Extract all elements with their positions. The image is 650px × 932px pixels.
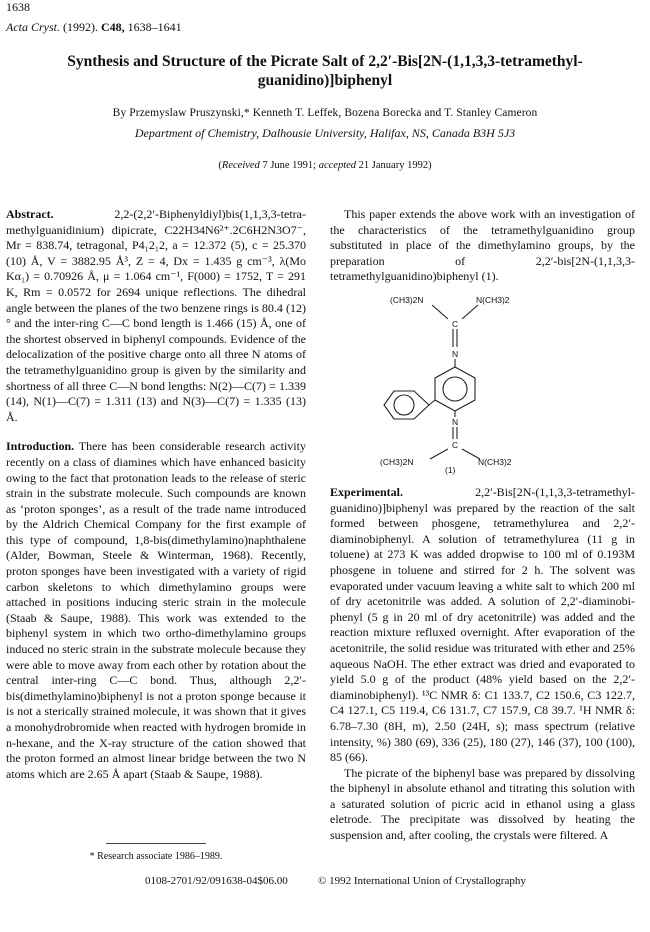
atom-c-top: C [452, 319, 459, 329]
author-list: By Przemyslaw Pruszynski,* Kenneth T. Leffek, Bozena Borecka and T. Stanley Cameron [112, 107, 538, 119]
experimental-heading: Experimental. [330, 485, 403, 499]
bond-bottom-left [430, 449, 448, 459]
footnote [6, 851, 306, 862]
atom-n-bottom: N [452, 417, 459, 427]
journal-name: Acta Cryst. [6, 20, 60, 34]
abstract-paragraph [6, 207, 306, 425]
group-bottom-right: N(CH3)2 [478, 457, 512, 467]
received-label: Received [221, 160, 260, 171]
group-top-left: (CH3)2N [390, 295, 424, 305]
introduction-heading: Introduction. [6, 439, 75, 454]
bond-top-left [432, 305, 448, 319]
right-intro-text: This paper extends the above work with an investigation of the characteristics of the tetramethylguanidino group substituted in place of the dimethylamino groups, by the preparation of 2,2′-bis[2N-(1,1,3,3-tetramethylguanidino)biphenyl (1). [330, 207, 635, 284]
upper-ring-aromatic-circle [443, 377, 467, 401]
page-number: 1638 [6, 0, 30, 14]
issn-code: 0108-2701/92/091638-04$06.00 [145, 875, 288, 887]
journal-volume: C48, [101, 20, 125, 34]
experimental-paragraph-2: The picrate of the biphenyl base was prepared by dissolving the biphenyl in absolute ethanol and titrating this solution with a saturated solution of picric acid in ethanol using a glass eletrode. The precipitate was dissolved by heating the suspension and, after cooling, the crystals were filtered. A [330, 765, 635, 843]
experimental-text: 2,2′-Bis[2N-(1,1,3,3-tetramethylguanidino)]biphenyl was prepared by the reaction of the salt formed between phosgene, tetramethylurea and 2,2′-diaminobiphenyl. A solution of tetramethylurea (11 g in toluene) at 273 K was added dropwise to 100 ml of 0.193M phosgene in toluene and stirred for 2 h. The solvent was evaporated under vacuum leaving a white salt to which 200 ml of dry acetonitrile was added. A solution of 2,2′-diaminobiphenyl (5 g in 20 ml of dry acetonitrile) was added and the reaction mixture refluxed overnight. After evaporation of the acetonitrile, the solid residue was triturated with ether and 25% aqueous NaOH. The ether extract was dried and evaporated to yield 5.0 g of the product (48% yield based on the 2,2′-diaminobiphenyl). ¹³C NMR δ: C1 133.7, C2 150.6, C3 122.7, C4 127.1, C5 119.4, C6 131.7, C7 157.9, C8 39.7. ¹H NMR δ: 6.78–7.30 (8H, m), 2.50 (24H, s); mass spectrum (relative intensity, %) 380 (69), 336 (25), 180 (27), 146 (37), 100 (100), 85 (66). [330, 485, 635, 765]
accepted-date: 21 January 1992 [358, 160, 429, 171]
introduction-text: There has been considerable research activity recently on a class of diamines which have enhanced basicity owing to the fact that protonation leads to the release of steric strain in the substrate molecule. Such compounds are known as ‘proton sponges’, as a result of the trade name introduced by the Aldrich Chemical Company for the first example of this type of compound, 1,8-bis(dimethylamino)naphthalene (Alder, Bowman, Steele & Winterman, 1968). Recently, proton sponges have been investigated with a variety of rigid carbon skeletons to which dimethylamino groups were attached in positions inducing steric strain in the molecule (Staab & Saupe, 1988). This work was extended to the biphenyl system in which two ortho-dimethylamino groups induced no steric strain in the substrate molecule because they were able to move away from each other by rotation about the central inter-ring C—C bond. Thus, although 2,2′-bis(dimethylamino)biphenyl is not a proton sponge because it is not a sterically strained molecule, it was shown that it gives a monohydrobromide when reacted with hydrogen bromide in n-hexane, and the X-ray structure of the cation showed that the proton formed an almost linear bridge between the two N atoms which are 2.65 Å apart (Staab & Saupe, 1988). [6, 439, 306, 781]
footnote-text: * Research associate 1986–1989. [89, 851, 223, 862]
inter-ring-bond [429, 400, 435, 405]
upper-benzene-ring [435, 367, 475, 411]
left-ring-aromatic-circle [394, 395, 414, 415]
title-line-2: guanidino)]biphenyl [257, 72, 393, 89]
journal-year: (1992). [63, 20, 98, 34]
chemical-structure-figure [380, 287, 540, 475]
abstract-text: 2,2-(2,2′-Biphenyldiyl)bis(1,1,3,3-tetramethylguanidinium) dipicrate, C22H34N6²⁺.2C6H2N3O7⁻, Mr = 838.74, tetragonal, P4₁2₁2, a = 12.372 (5), c = 25.370 (10) Å, V = 3882.95 Å³, Z = 4, Dx = 1.435 g cm⁻³, λ(Mo Kα₁) = 0.70926 Å, μ = 1.064 cm⁻¹, F(000) = 1752, T = 291 K, Rm = 0.0572 for 2694 unique reflections. The dihedral angle between the planes of the two benzene rings is 80.4 (12)° and the inter-ring C—C bond length is 1.466 (15) Å, one of the shortest observed in biphenyl compounds. Evidence of the delocalization of the positive charge onto all three N atoms of the tetramethylguanidino group is given by the similarity and shortness of all three C—N bond lengths: N(2)—C(7) = 1.339 (14), N(1)—C(7) = 1.311 (13) and N(3)—C(7) = 1.335 (13) Å. [6, 207, 306, 424]
bond-top-right [462, 305, 478, 319]
copyright-notice: © 1992 International Union of Crystallography [318, 875, 526, 887]
compound-number-label: (1) [445, 465, 456, 475]
journal-pages: 1638–1641 [127, 20, 182, 34]
experimental-section [330, 485, 635, 844]
group-bottom-left: (CH3)2N [380, 457, 414, 467]
right-intro-paragraph [330, 207, 635, 285]
introduction-paragraph [6, 439, 306, 782]
journal-citation [6, 20, 182, 35]
atom-n-top: N [452, 349, 459, 359]
abstract-heading: Abstract. [6, 207, 54, 221]
title-line-1: Synthesis and Structure of the Picrate Salt of 2,2′-Bis[2N-(1,1,3,3-tetramethyl- [67, 53, 583, 70]
accepted-label: accepted [318, 160, 357, 171]
left-column [6, 207, 306, 782]
received-date: 7 June 1991; [262, 160, 317, 171]
footnote-rule [106, 843, 206, 844]
experimental-paragraph [330, 485, 635, 766]
received-dates: (Received 7 June 1991; accepted 21 January 1992) [218, 160, 432, 171]
atom-c-bottom: C [452, 440, 459, 450]
affiliation: Department of Chemistry, Dalhousie University, Halifax, NS, Canada B3H 5J3 [134, 126, 516, 140]
group-top-right: N(CH3)2 [476, 295, 510, 305]
paper-title [0, 52, 650, 90]
